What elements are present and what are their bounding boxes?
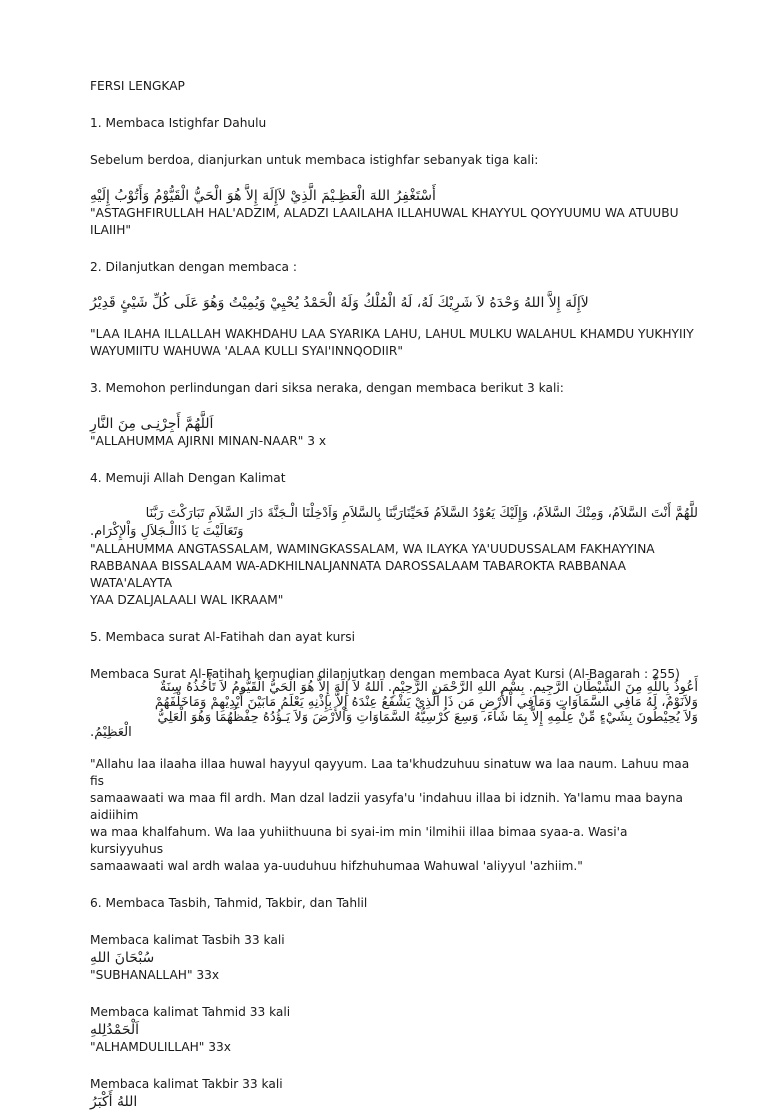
section-3-heading: 3. Memohon perlindungan dari siksa neraka, dengan membaca berikut 3 kali: (90, 381, 564, 395)
section-2-latin (90, 326, 698, 360)
tahmid-latin: "ALHAMDULILLAH" 33x (90, 1040, 232, 1054)
takbir-block (90, 1076, 698, 1111)
section-1-arabic: أَسْتَغْفِرُ اللهَ الْعَظِـيْمَ الَّذِيْ لاَإِلَهَ إِلاَّ هُوَ الْحَيُّ الْقَيُّوْمُ وَأَتُوْبُ إِلَيْهِ (90, 188, 436, 204)
tahmid-block (90, 1004, 698, 1056)
section-1-intro: Sebelum berdoa, dianjurkan untuk membaca istighfar sebanyak tiga kali: (90, 153, 539, 167)
section-1-latin-line-1: "ASTAGHFIRULLAH HAL'ADZIM, ALADZI LAAILAHA ILLAHUWAL KHAYYUL QOYYUUMU WA ATUUBU (90, 206, 679, 220)
section-2-arabic: لاَإِلَهَ إِلاَّ اللهُ وَحْدَهُ لاَ شَرِيْكَ لَهُ، لَهُ الْمُلْكُ وَلَهُ الْحَمْدُ يُحْيِيْ وَيُمِيْتُ وَهُوَ عَلَى كُلِّ شَيْئٍ قَدِيْرُ (90, 295, 589, 311)
section-4-latin-line-1: "ALLAHUMMA ANGTASSALAM, WAMINGKASSALAM, WA ILAYKA YA'UUDUSSALAM FAKHAYYINA (90, 542, 655, 556)
section-4-latin-line-2: RABBANAA BISSALAAM WA-ADKHILNALJANNATA DAROSSALAAM TABAROKTA RABBANAA WATA'ALAYTA (90, 559, 626, 590)
section-4-prayer (90, 505, 698, 609)
tahmid-label: Membaca kalimat Tahmid 33 kali (90, 1005, 291, 1019)
section-2-latin-line-1: "LAA ILAHA ILLALLAH WAKHDAHU LAA SYARIKA LAHU, LAHUL MULKU WALAHUL KHAMDU YUKHYIIY (90, 327, 694, 341)
section-5-latin-line-2: samaawaati wa maa fil ardh. Man dzal ladzii yasyfa'u 'indahuu illaa bi idznih. Ya'lamu maa bayna aidiihim (90, 791, 683, 822)
section-3-prayer (90, 415, 698, 450)
section-5-latin (90, 756, 698, 875)
section-5-heading: 5. Membaca surat Al-Fatihah dan ayat kursi (90, 630, 356, 644)
section-6-heading: 6. Membaca Tasbih, Tahmid, Takbir, dan Tahlil (90, 896, 368, 910)
section-4-arabic-line-2: وَتَعَالَيْتَ يَا ذَاالْـجَلاَلِ وَاْلإِكْرَام. (90, 524, 244, 539)
section-4-heading: 4. Memuji Allah Dengan Kalimat (90, 471, 286, 485)
section-3-arabic: اَللَّهُمَّ أَجِرْنِـى مِنَ النَّارِ (90, 416, 214, 432)
section-5-arabic-line-2: وَلاَنَوْمٌ، لَهُ مَافِي السَّمَاوَاتِ وَمَافِي اْلأَرْضِ مَن ذَا الَّذِيْ يَشْفَعُ عِنْدَهُ إِلاَّ بِإِذْنِهِ يَعْلَمُ مَابَيْنَ أَيْدِيْهِمْ وَمَاخَلْفَهُمْ (154, 695, 698, 710)
tasbih-label: Membaca kalimat Tasbih 33 kali (90, 933, 285, 947)
section-1-latin-line-2: ILAIIH" (90, 223, 131, 237)
section-4-latin-line-3: YAA DZALJALAALI WAL IKRAAM" (90, 593, 284, 607)
section-5-prayer (90, 666, 698, 740)
section-5-arabic-line-4: الْعَظِيْمُ. (90, 725, 132, 740)
section-2-arabic-block (90, 294, 698, 312)
section-2-latin-line-2: WAYUMIITU WAHUWA 'ALAA KULLI SYAI'INNQODIIR" (90, 344, 403, 358)
tasbih-block (90, 932, 698, 984)
tasbih-latin: "SUBHANALLAH" 33x (90, 968, 220, 982)
section-2-heading: 2. Dilanjutkan dengan membaca : (90, 260, 298, 274)
takbir-arabic: اللهُ أَكْبَرُ (90, 1094, 138, 1110)
document-title: FERSI LENGKAP (90, 79, 185, 93)
section-1-heading: 1. Membaca Istighfar Dahulu (90, 116, 267, 130)
section-5-latin-line-1: "Allahu laa ilaaha illaa huwal hayyul qayyum. Laa ta'khudzuhuu sinatuw wa laa naum. Lahuu maa fis (90, 757, 690, 788)
section-3-latin: "ALLAHUMMA AJIRNI MINAN-NAAR" 3 x (90, 434, 327, 448)
takbir-label: Membaca kalimat Takbir 33 kali (90, 1077, 283, 1091)
tahmid-arabic: اَلْحَمْدُلِلهِ (90, 1022, 140, 1038)
section-5-arabic-line-3: وَلاَ يُحِيْطُونَ بِشَيْءٍ مِّنْ عِلْمِهِ إِلاَّ بِمَا شَآءَ، وَسِعَ كُرْسِيُّهُ السَّمَاوَاتِ وَاْلأَرْضَ وَلاَ يَـؤُدُهُ حِفْظُهُمَا وَهُوَ الْعَلِيُّ (157, 710, 698, 725)
section-4-arabic-line-1: للَّهُمَّ أَنْتَ السَّلاَمُ، وَمِنْكَ السَّلاَمُ، وَإِلَيْكَ يَعُوْدُ السَّلاَمُ فَحَيِّنَارَبَّنَا بِالسَّلاَمِ وَاَدْخِلْنَا الْـجَنَّةَ دَارَ السَّلاَمِ تَبَارَكْتَ رَبَّنَا (145, 506, 698, 521)
section-5-latin-line-4: samaawaati wal ardh walaa ya-uuduhuu hifzhuhumaa Wahuwal 'aliyyul 'azhiim." (90, 859, 583, 873)
tasbih-arabic: سُبْحَانَ اللهِ (90, 950, 155, 966)
section-5-intro: Membaca Surat Al-Fatihah kemudian dilanjutkan dengan membaca Ayat Kursi (Al-Baqarah : 255) (90, 667, 680, 681)
section-5-arabic-line-1: أَعُوذُ بِاللَّهِ مِنَ الشَّيْطَانِ الرَّجِيمِ. بِسْمِ اللهِ الرَّحْمَنِ الرَّحِيْمِ. اَللهُ لاَ إِلَهَ إِلاَّ هُوَ الْحَيُّ الْقَيُّومُ لاَ تَأْخُذُهُ سِنَةٌ (159, 680, 698, 695)
section-1-prayer (90, 187, 698, 239)
section-5-latin-line-3: wa maa khalfahum. Wa laa yuhiithuuna bi syai-im min 'ilmihii illaa bimaa syaa-a. Wasi'a kursiyyuhus (90, 825, 628, 856)
